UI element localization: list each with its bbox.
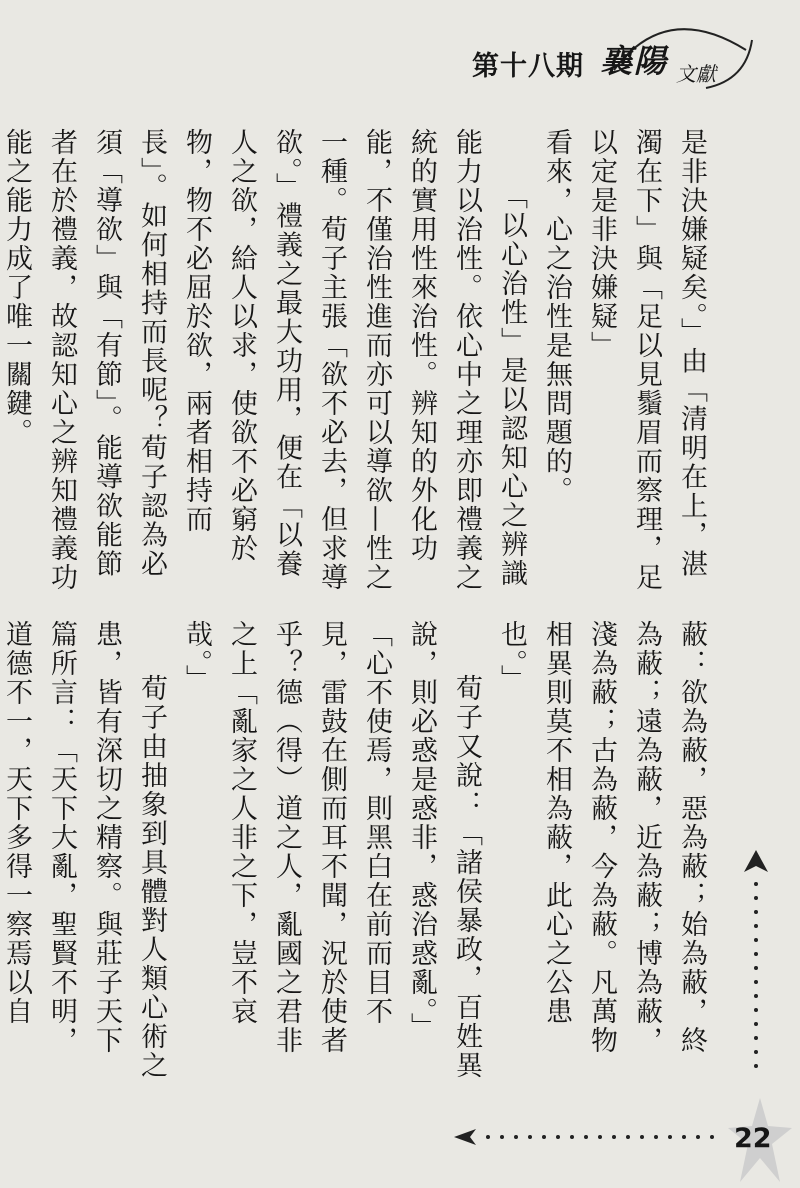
upper-text-block [1,128,714,598]
lower-text-block [1,620,714,1080]
lower-paragraph-1: 蔽：欲為蔽，惡為蔽；始為蔽，終為蔽；遠為蔽，近為蔽；博為蔽，淺為蔽；古為蔽，今為蔽。凡萬物相異則莫不相為蔽，此心之公患也。」 [496,620,707,1055]
upper-lead-paragraph: 是非決嫌疑矣。」由「清明在上，湛濁在下」與「足以見鬚眉而察理，足以定是非決嫌疑」 [586,128,707,592]
footer-ornament-line [454,1122,734,1152]
page-number: 22 [734,1123,772,1154]
lower-paragraph-2: 荀子又說：「諸侯暴政，百姓異說，則必惑是惑非，惑治惑亂。」「心不使焉，則黑白在前而目不見，雷鼓在側而耳不聞，況於使者乎？德（得）道之人，亂國之君非之上「亂家之人非之下，豈不哀哉。」 [181,620,482,1080]
lower-paragraph-3: 荀子由抽象到具體對人類心術之患，皆有深切之精察。與莊子天下篇所言：「天下大亂，聖賢不明，道德不一，天下多得一察焉以自 [1,620,167,1080]
journal-brand-subtitle: 文獻 [676,62,716,86]
upper-paragraph-1: 看來，心之治性是無問題的。 [541,128,572,505]
journal-brand-title: 襄陽 [600,42,669,80]
arrow-ornament-icon [744,850,768,1110]
upper-paragraph-2: 「以心治性」是以認知心之辨識能力以治性。依心中之理亦即禮義之統的實用性來治性。辨知的外化功能，不僅治性進而亦可以導欲—性之一種。荀子主張「欲不必去，但求導欲。」禮義之最大功用，便在「以養人之欲，給人以求，使欲不必窮於物，物不必屈於欲，兩者相持而長」。如何相持而長呢？荀子認為必須「導欲」與「有節」。能導欲能節者在於禮義，故認知心之辨知禮義功能之能力成了唯一關鍵。 [1,128,527,592]
issue-label: 第十八期 [472,51,584,82]
